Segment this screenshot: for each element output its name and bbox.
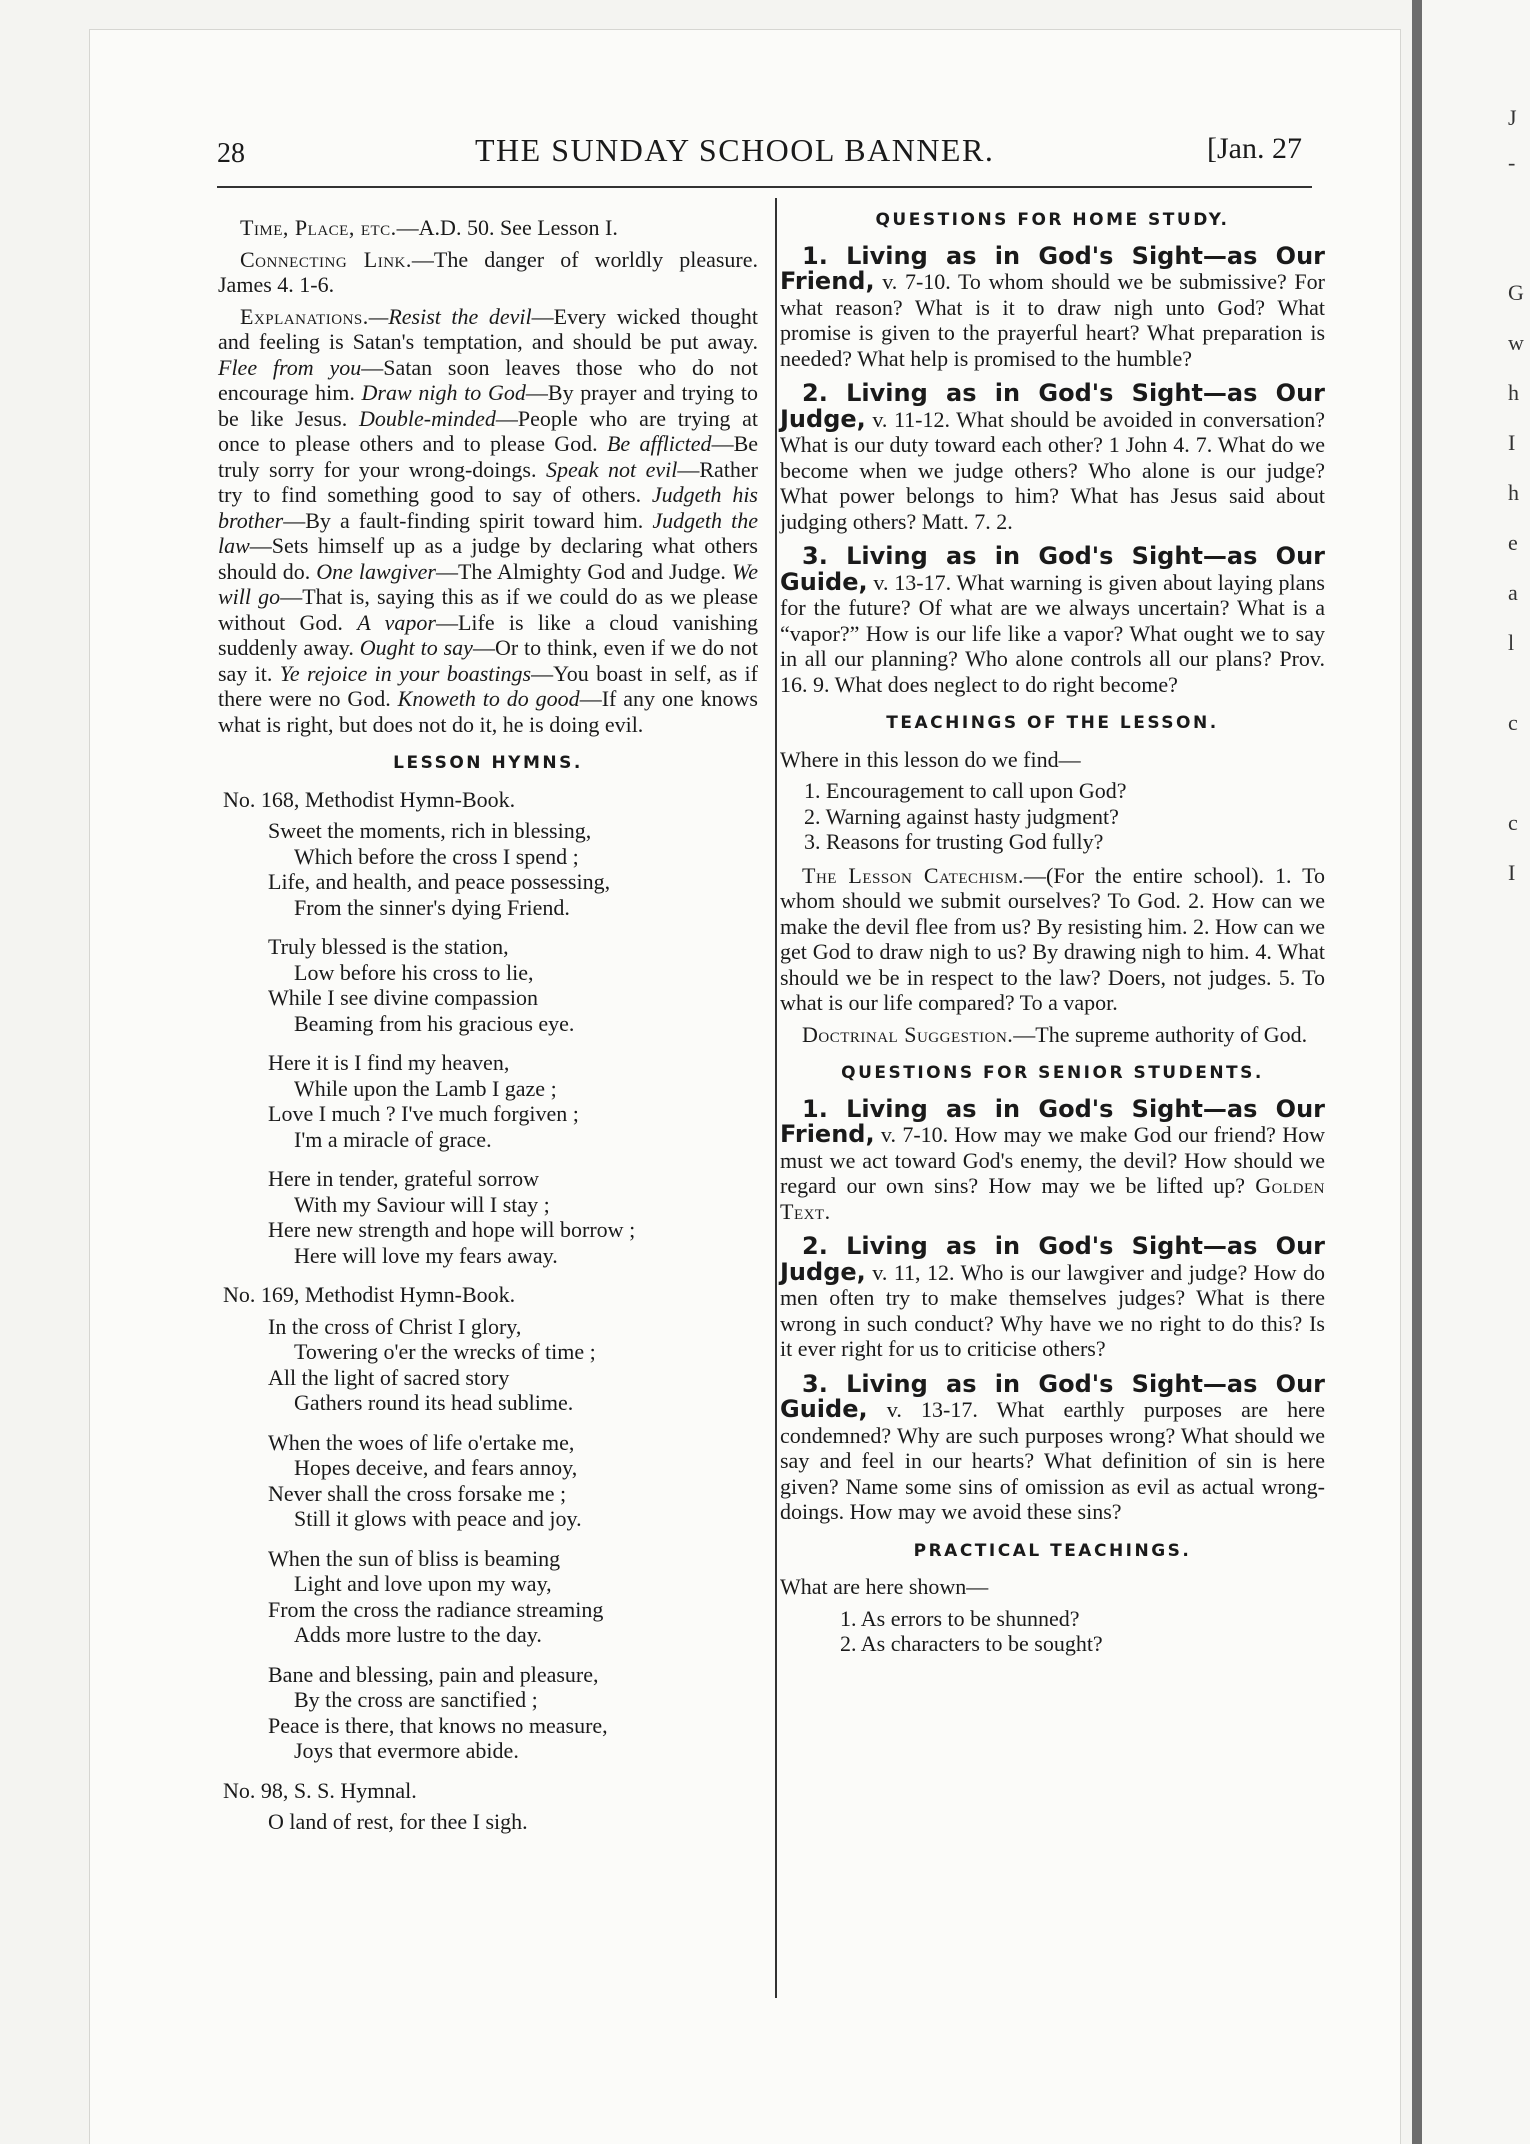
explanation-term: Be afflicted [606,431,712,456]
column-divider [775,198,777,1998]
explanation-text: —Satan soon leaves those who do not encourage him. [218,354,758,405]
hymns-list [218,787,758,1835]
explanation-text: —If any one knows what is right, but does not do it, he is doing evil. [218,686,758,737]
adjacent-page-letter: - [1508,150,1516,175]
question-heading: 1. Living as in God's Sight—as Our Friend, [780,1094,1325,1148]
question-heading: 3. Living as in God's Sight—as Our Guide, [780,542,1325,596]
hymn-line: From the cross the radiance streaming [268,1596,604,1622]
question-block [780,241,1325,372]
question-text: v. 7-10. To whom should we be submissive? For what reason? What is it to draw nigh unto God? What promise is given to the prayerful heart? What preparation is needed? What help is promised to the humble? [780,269,1325,371]
connecting-link-paragraph [218,247,758,298]
page-number: 28 [217,138,245,169]
adjacent-page-letter: h [1508,480,1519,505]
question-heading: 3. Living as in God's Sight—as Our Guide, [780,1369,1325,1423]
question-text: v. 11-12. What should be avoided in conversation? What is our duty toward each other? 1 John 4. 7. What do we become when we judge others? Who alone is our judge? What power belongs to him? What has Jesus said about judging others? Matt. 7. 2. [780,406,1325,534]
adjacent-page-letter: h [1508,380,1519,405]
hymn-line: Hopes deceive, and fears annoy, [294,1455,578,1480]
adjacent-page-letter: a [1508,580,1518,605]
practical-item: 1. As errors to be shunned? [840,1605,1080,1631]
doctrinal-text: —The supreme authority of God. [1013,1021,1308,1047]
hymn-line: Adds more lustre to the day. [294,1622,542,1647]
hymn-line: Joys that evermore abide. [294,1738,519,1763]
running-title: THE SUNDAY SCHOOL BANNER. [475,132,995,168]
practical-list [780,1606,1325,1657]
explanation-text: —That is, saying this as if we could do as we please without God. [218,584,758,635]
hymn-line: All the light of sacred story [268,1364,510,1390]
page-header [217,132,1317,176]
explanation-text: —Or to think, even if we do not say it. [218,635,758,686]
catechism-text: —(For the entire school). 1. To whom should we submit ourselves? To God. 2. How can we make the devil flee from us? By resisting him. 2. How can we get God to draw nigh to us? By drawing nigh to him. 4. What should we be in respect to the law? Doers, not judges. 5. To what is our life compared? To a vapor. [780,862,1325,1015]
hymn-line: Truly blessed is the station, [268,934,509,959]
adjacent-page-letter: e [1508,530,1518,555]
explanation-text: —People who are trying at once to please others and to please God. [218,405,758,456]
teaching-item: 1. Encouragement to call upon God? [804,778,1127,803]
explanation-term: Ought to say [359,635,473,660]
hymn-line: While upon the Lamb I gaze ; [294,1075,557,1101]
explanation-text: —The Almighty God and Judge. [435,558,732,584]
hymn-line: O land of rest, for thee I sigh. [268,1809,528,1834]
question-block [780,1369,1325,1525]
explanation-term: Judgeth his brother [218,482,758,533]
hymn-line: Never shall the cross forsake me ; [268,1480,567,1506]
hymn-line: Love I much ? I've much forgiven ; [268,1101,579,1126]
senior-questions [780,1094,1325,1525]
senior-heading: QUESTIONS FOR SENIOR STUDENTS. [841,1063,1264,1083]
hymn-line: Low before his cross to lie, [294,959,534,985]
adjacent-page-letter: J [1508,105,1517,130]
time-place-paragraph [218,215,758,241]
hymn-stanza [268,1430,758,1532]
time-place-label: Time, Place, etc. [240,215,397,240]
hymn-line: Here will love my fears away. [294,1242,558,1268]
home-study-questions [780,241,1325,698]
explanation-term: Flee from you [218,354,362,380]
home-study-heading: QUESTIONS FOR HOME STUDY. [875,210,1230,230]
explanation-term: Knoweth to do good [397,686,580,711]
adjacent-page-letter: c [1508,810,1518,835]
teaching-item: 2. Warning against hasty judgment? [804,803,1119,829]
lesson-hymns-heading: LESSON HYMNS. [393,753,583,773]
hymn-line: Here it is I find my heaven, [268,1050,510,1075]
issue-date: [Jan. 27 [1207,132,1302,165]
explanation-term: One lawgiver [316,558,436,584]
practical-item: 2. As characters to be sought? [840,1631,1103,1656]
explanation-text: —Sets himself up as a judge by declaring what others should do. [218,533,758,584]
explanation-text: —Every wicked thought and feeling is Satan's temptation, and should be put away. [218,303,758,354]
explanation-text: —Be truly sorry for your wrong-doings. [218,431,759,482]
hymn-stanza [268,1546,758,1648]
hymn-line: Here in tender, grateful sorrow [268,1166,539,1191]
adjacent-page-letter: l [1508,630,1515,655]
connecting-link-label: Connecting Link. [240,246,412,272]
adjacent-page-letter: I [1508,860,1516,885]
question-heading: 1. Living as in God's Sight—as Our Friend, [780,241,1325,295]
hymn-line: Bane and blessing, pain and pleasure, [268,1661,599,1687]
hymn-line: Peace is there, that knows no measure, [268,1712,608,1738]
question-heading: 2. Living as in God's Sight—as Our Judge, [780,1232,1325,1286]
right-column [780,200,1325,1657]
question-text: v. 13-17. What warning is given about laying plans for the future? Of what are we always uncertain? What is a “vapor?” How is our life like a vapor? What ought we to say in all our planning? Who alone controls all our plans? Prov. 16. 9. What does neglect to do right become? [780,569,1325,697]
left-column [218,215,758,1849]
explanation-term: —Resist the devil [368,303,532,329]
hymn-stanza [268,1314,758,1416]
hymn-line: From the sinner's dying Friend. [294,894,570,920]
hymn-reference: No. 168, Methodist Hymn-Book. [223,786,516,812]
practical-heading: PRACTICAL TEACHINGS. [913,1540,1192,1561]
explanation-term: A vapor [357,609,436,635]
hymn-line: Which before the cross I spend ; [294,843,579,869]
catechism-paragraph [780,863,1325,1016]
question-text: v. 7-10. How may we make God our friend? How must we act toward God's enemy, the devil? How should we regard our own sins? How may we be lifted up? [780,1122,1325,1198]
explanation-term: We will go [218,558,758,609]
explanations-paragraph [218,304,758,738]
hymn-line: With my Saviour will I stay ; [294,1191,550,1217]
explanation-term: Draw nigh to God [361,380,526,405]
question-block [780,544,1325,697]
hymn-stanza [268,934,758,1036]
adjacent-page-letter: I [1508,430,1516,455]
explanation-term: Ye rejoice in your boastings [279,660,532,686]
hymn-line: I'm a miracle of grace. [294,1126,492,1152]
hymn-stanza [268,1662,758,1764]
explanation-term: Judgeth the law [218,507,758,558]
hymn-line: Sweet the moments, rich in blessing, [268,818,592,843]
doctrinal-label: Doctrinal Suggestion. [802,1021,1014,1047]
hymn-line: Here new strength and hope will borrow ; [268,1217,636,1242]
hymn-stanza [268,1050,758,1152]
hymn-line: Life, and health, and peace possessing, [268,869,611,894]
teaching-item: 3. Reasons for trusting God fully? [804,829,1104,854]
question-block [780,1094,1325,1225]
golden-text-ref: Golden Text. [780,1173,1325,1224]
hymn-line: Towering o'er the wrecks of time ; [294,1339,596,1364]
hymn-line: While I see divine compassion [268,985,539,1010]
connecting-link-text: —The danger of worldly pleasure. James 4. 1-6. [218,246,758,297]
hymn-line: Still it glows with peace and joy. [294,1506,582,1531]
question-text: v. 13-17. What earthly purposes are here condemned? Why are such purposes wrong? What should we say and feel in our hearts? What definition of sin is here given? Name some sins of omission as evil as actual wrong-doings. How may we avoid these sins? [780,1397,1325,1524]
hymn-line: Gathers round its head sublime. [294,1390,574,1415]
explanations-label: Explanations. [240,303,369,329]
question-text: v. 11, 12. Who is our lawgiver and judge? How do men often try to make themselves judges? What is there wrong in such conduct? Why have we no right to do this? Is it ever right for us to criticise others? [780,1259,1325,1361]
question-heading: 2. Living as in God's Sight—as Our Judge, [780,379,1325,433]
doctrinal-paragraph [780,1022,1325,1048]
explanation-text: —Rather try to find something good to say of others. [218,456,758,507]
hymn-line: Beaming from his gracious eye. [294,1010,575,1036]
teachings-intro: Where in this lesson do we find— [780,746,1081,772]
explanation-text: —By a fault-finding spirit toward him. [283,507,653,533]
hymn-line: In the cross of Christ I glory, [268,1313,522,1339]
teachings-list [780,778,1325,855]
adjacent-page-letter: c [1508,710,1518,735]
hymn-reference: No. 169, Methodist Hymn-Book. [223,1282,516,1307]
teachings-heading: TEACHINGS OF THE LESSON. [886,713,1219,733]
question-block [780,1234,1325,1362]
hymn-line: Light and love upon my way, [294,1571,552,1596]
adjacent-page-edge [1412,0,1530,2144]
hymn-reference: No. 98, S. S. Hymnal. [223,1777,417,1803]
hymn-line: By the cross are sanctified ; [294,1687,538,1712]
hymn-stanza [268,1166,758,1268]
explanation-text: —You boast in self, as if there were no God. [218,660,758,711]
header-rule [217,186,1312,188]
hymn-stanza [268,1809,758,1835]
hymn-line: When the sun of bliss is beaming [268,1545,561,1571]
explanation-term: Double-minded [359,405,496,431]
time-place-text: —A.D. 50. See Lesson I. [396,215,618,240]
adjacent-page-letter: w [1508,330,1524,355]
practical-intro: What are here shown— [780,1574,989,1599]
catechism-label: The Lesson Catechism. [802,862,1025,888]
hymn-line: When the woes of life o'ertake me, [268,1429,575,1455]
explanation-text: —By prayer and trying to be like Jesus. [218,380,758,431]
explanation-text: —Life is like a cloud vanishing suddenly away. [218,609,758,660]
adjacent-page-letter: G [1508,280,1524,305]
question-block [780,381,1325,534]
explanation-term: Speak not evil [545,456,678,482]
hymn-stanza [268,818,758,920]
